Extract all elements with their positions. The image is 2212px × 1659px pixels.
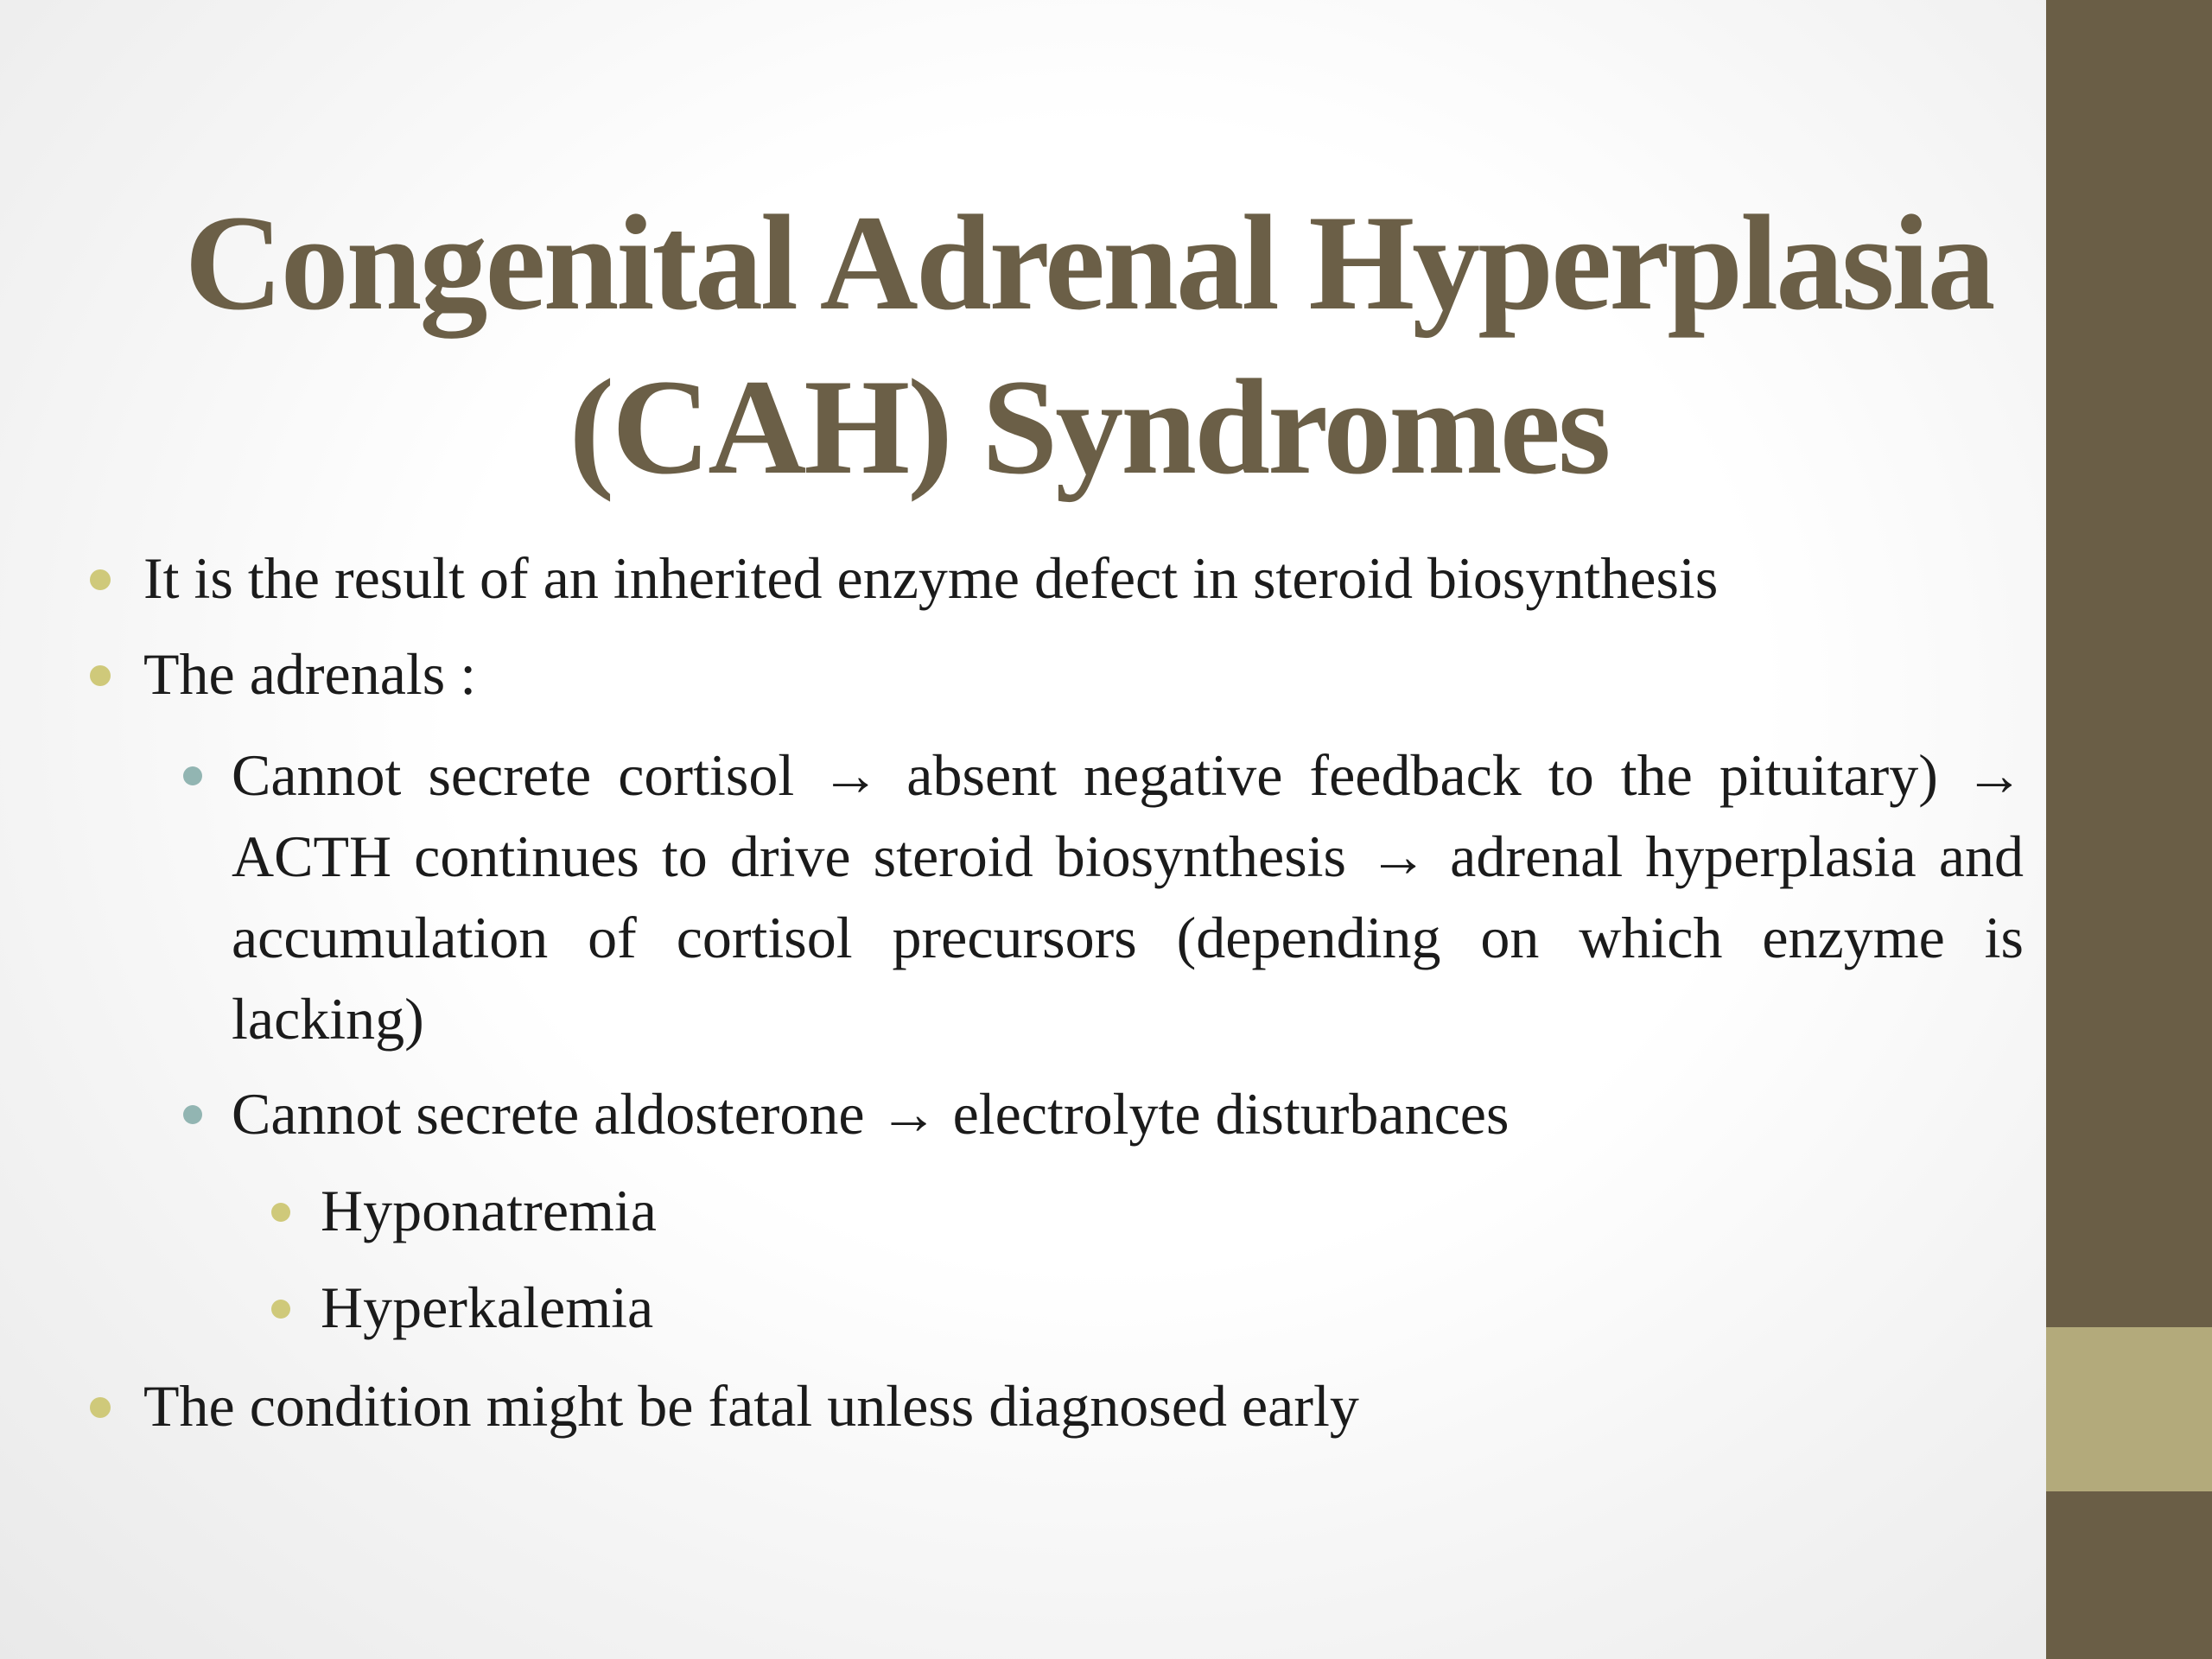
bullet-dot-icon [90,665,111,686]
bullet-item [143,633,476,715]
title-line-2: (CAH) Syndromes [569,352,1609,503]
bullet-dot-icon [183,766,202,785]
bullet-dot-icon [90,569,111,590]
bullet-text: It is the result of an inherited enzyme defect in steroid biosynthesis [143,545,1719,611]
bullet-item [143,1365,1359,1446]
sub-bullet-text: Cannot secrete aldosterone → electrolyte disturbances [232,1081,1510,1147]
bullet-dot-icon [271,1300,290,1319]
sub-sub-bullet-text: Hyponatremia [321,1178,657,1243]
sub-sub-bullet-item [321,1267,653,1348]
title-line-1: Congenital Adrenal Hyperplasia [184,188,1993,339]
bullet-item [143,537,1718,619]
bullet-dot-icon [90,1397,111,1418]
sub-bullet-item [232,1073,1509,1154]
sub-sub-bullet-item [321,1170,657,1251]
sub-bullet-text: Cannot secrete cortisol → absent negative feedback to the pituitary) → ACTH continues to drive steroid biosynthesis → adrenal hyperplasia and accumulation of cortisol precursors (depending on which enzyme is lacking) [232,742,2024,1052]
sub-sub-bullet-text: Hyperkalemia [321,1274,654,1340]
sub-bullet-item [232,734,2024,1059]
side-accent-decoration [2046,1327,2212,1491]
bullet-dot-icon [271,1203,290,1222]
bullet-text: The condition might be fatal unless diagnosed early [143,1373,1359,1439]
bullet-text: The adrenals : [143,641,477,707]
bullet-dot-icon [183,1105,202,1124]
